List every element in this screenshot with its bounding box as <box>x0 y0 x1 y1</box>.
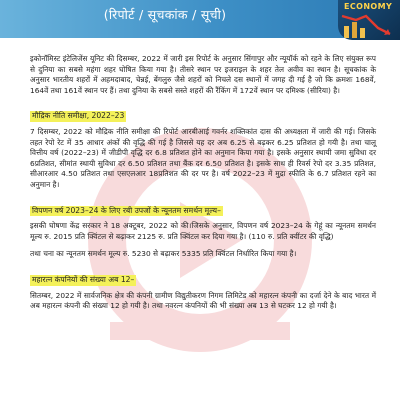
msp-paragraph-gram: तथा चना का न्यूनतम समर्थन मूल्य रु. 5230 से बढ़ाकर 5335 प्रति क्विंटल निर्धारित किया गया है। <box>30 249 297 259</box>
monetary-policy-paragraph: 7 दिसम्बर, 2022 को मौद्रिक नीति समीक्षा की रिपोर्ट आरबीआई गवर्नर शक्तिकांत दास की अध्यक्षता में जारी की गई। जिसके तहत रेपो रेट में 35 आधार अंकों की वृद्धि की गई है जिससे यह दर अब 6.25 से बढ़कर 6.25 प्रतिशत हो गयी है। तथा चालू वित्तीय वर्ष (2022–23) में जीडीपी वृद्धि दर 6.8 प्रतिशत होने का अनुमान किया गया है। इसके अनुसार स्थायी जमा सुविधा दर 6प्रतिशत, सीमांत स्थायी सुविधा दर 6.50 प्रतिशत तथा बैंक दर 6.50 प्रतिशत है। इसके साथ ही रिवर्स रेपो दर 3.35 प्रतिशत, सीआरआर 4.50 प्रतिशत तथा एसएलआर 18प्रतिशत की दर पर है। वर्ष 2022–23 में मुद्रा स्फीति के 6.7 प्रतिशत रहने का अनुमान है। <box>30 126 376 189</box>
economy-logo <box>338 0 400 40</box>
section-heading-msp: विपणन वर्ष 2023–24 के लिए रबी उपजों के न्यूनतम समर्थन मूल्य– <box>32 205 221 215</box>
economy-logo-text: ECONOMY <box>344 2 393 11</box>
falling-chart-icon <box>338 10 400 40</box>
maharatna-paragraph: सितम्बर, 2022 में सार्वजनिक क्षेत्र की कंपनी ग्रामीण विद्युतीकरण निगम लिमिटेड को महारत्न कंपनी का दर्जा देने के बाद भारत में अब महारत्न कंपनी की संख्या 12 हो गयी है। तथा नवरत्न कंपनियों की भी संख्या अब 13 से घटकर 12 हो गयी है। <box>30 290 376 311</box>
section-heading-maharatna: महारत्न कंपनियों की संख्या अब 12– <box>32 274 135 284</box>
document-body <box>30 54 376 319</box>
intro-paragraph: इकोनॉमिस्ट इंटेलिजेंस यूनिट की दिसम्बर, 2022 में जारी इस रिपोर्ट के अनुसार सिंगापुर और न्यूयॉर्क को रहने के लिए संयुक्त रूप से दुनिया का सबसे महंगा शहर घोषित किया गया है। तीसरे स्थान पर इजराइल के शहर तेल अवीव का स्थान है। सूचकांक के अनुसार भारतीय शहरों में अहमदाबाद, चेन्नई, बेंगलुरु जैसे शहरों को निचले दस स्थानों में जगह दी गई है जो कि क्रमशः 168वें, 164वें तथा 161वें स्थान पर हैं। तथा दुनिया के सबसे सस्ते शहरों की रैंकिंग में 172वें स्थान पर दमिश्क (सीरिया) है। <box>30 54 376 95</box>
header-subtitle: (रिपोर्ट / सूचकांक / सूची) <box>103 7 227 22</box>
msp-paragraph-wheat: इसकी घोषणा केंद्र सरकार ने 18 अक्टूबर, 2022 को की।जिसके अनुसार, विपणन वर्ष 2023–24 के गेहूं का न्यूनतम समर्थन मूल्य रु. 2015 प्रति क्विंटल से बढ़ाकर 2125 रु. प्रति क्विंटल कर दिया गया है। (110 रु. प्रति क्वींटर की वृद्धि) <box>30 221 376 241</box>
section-heading-monetary-policy: मौद्रिक नीति समीक्षा, 2022–23 <box>32 111 125 121</box>
